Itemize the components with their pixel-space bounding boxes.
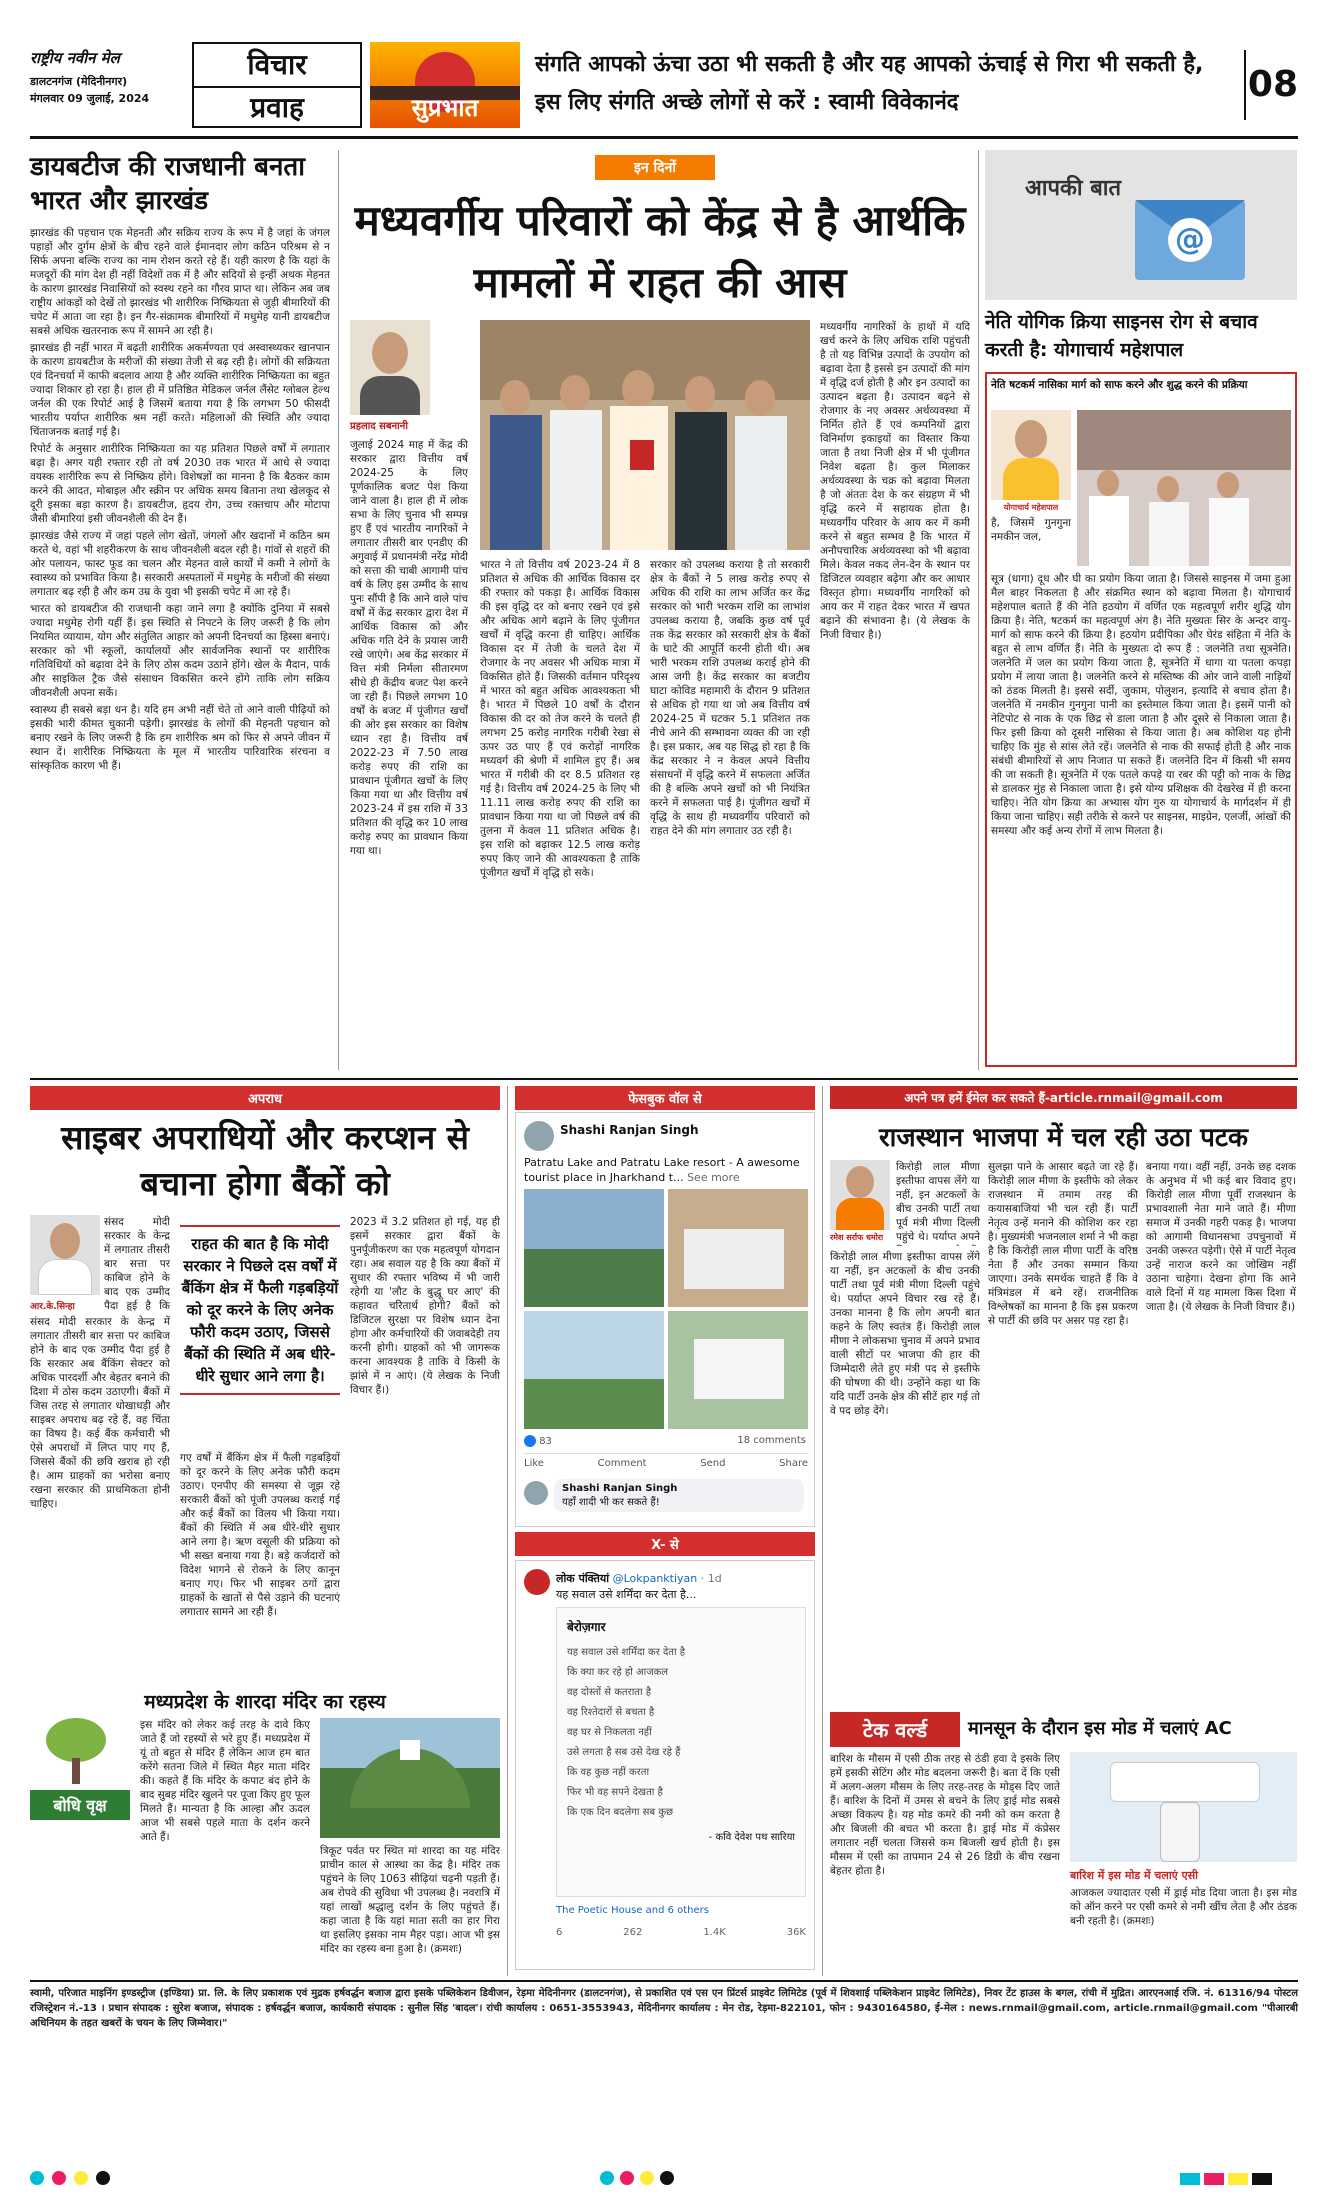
footer-email-article[interactable]: article.rnmail@gmail.com	[1113, 2003, 1258, 2014]
email-envelope-icon: @	[1135, 200, 1245, 280]
fb-like-button[interactable]: Like	[524, 1458, 544, 1469]
center-col-4: मध्यवर्गीय नागरिकों के हाथों में यदि खर्च करने के लिए अधिक राशि पहुंचती है तो यह विभिन्न उत्पादों के उपयोग को बढ़ावा देता है इससे इन उत्पादों की मांग में वृद्धि दर्ज होती है और इन उत्पादों का उत्पादन बढ़ता है। उत्पादन बढ़ने से रोजगार के नए अवसर अर्थव्यवस्था में निर्मित होते हैं एवं कम्पनियों द्वारा विनिर्माण इकाइयों का विस्तार किया जाता है तथा निजी क्षेत्र में भी पूंजीगत निवेश बढ़ता है। कुल मिलाकर अर्थव्यवस्था के चक्र को बढ़ावा मिलता है जो अंततः देश के कर संग्रहण में भी वृद्धि करने में सहायक होता है। मध्यवर्गीय परिवार के आय कर में कमी करने से बहुत सम्भव है कि भारत में अनौपचारिक अर्थव्यवस्था को भी बढ़ावा मिले। केवल नकद लेन-देन के स्थान पर डिजिटल व्यवहार बढ़ेगा और कर आधार विस्तृत होगा। मध्यवर्गीय नागरिकों को आय कर में राहत देकर भारत में खपत बढ़ाने की संभावना है। (ये लेखक के निजी विचार है।)	[820, 321, 970, 641]
fb-comment-avatar	[524, 1481, 548, 1505]
fb-comment-button[interactable]: Comment	[597, 1458, 647, 1469]
cyber-col-1-top: संसद मोदी सरकार के केन्द्र में लगातार तीसरी बार सत्ता पर काबिज होने के बाद एक उम्मीद पैदा हुई है कि	[104, 1216, 170, 1311]
temple-photo	[320, 1718, 500, 1838]
fb-comment	[554, 1479, 804, 1512]
center-col-2: भारत ने तो वित्तीय वर्ष 2023-24 में 8 प्रतिशत से अधिक की आर्थिक विकास दर की रफ्तार को पकड़ा है। आर्थिक विकास की इस वृद्धि दर को बनाए रखने एवं इसे और अधिक आगे बढ़ाने के लिए पूंजीगत खर्चों में वृद्धि करना ही चाहिए। आर्थिक विकास दर में तेजी के चलते देश में रोजगार के नए अवसर भी अधिक मात्रा में विकसित होते हैं। जिसकी वर्तमान परिदृश्य में भारत को बहुत अधिक आवश्यकता भी है। भारत में पिछले 10 वर्षों के दौरान विकास की दर को तेज करने के चलते ही लगभग 25 करोड़ नागरिक गरीबी रेखा से ऊपर उठ पाए हैं एवं करोड़ों नागरिक मध्यवर्ग की श्रेणी में शामिल हुए हैं। अब भारत में गरीबी की दर 8.5 प्रतिशत रह गई है। वित्तीय वर्ष 2024-25 के लिए भी 11.11 लाख करोड़ रुपए की राशि का प्रावधान किया गया था जो पिछले वर्ष की तुलना में केवल 11 प्रतिशत अधिक है। इस राशि को बढ़ाकर 12.5 लाख करोड़ रुपए किए जाने की आवश्यकता है ताकि पूंजीगत खर्चों में वृद्धि हो सके।	[480, 559, 640, 879]
cyber-headline: साइबर अपराधियों और करप्शन से बचाना होगा बैंकों को	[61, 1118, 469, 1203]
fb-user-name[interactable]: Shashi Ranjan Singh	[560, 1123, 699, 1137]
poem-line: कि क्या कर रहे हो आजकल	[567, 1667, 669, 1678]
cyber-body	[30, 1215, 500, 1680]
bodhi-tree-icon	[36, 1718, 116, 1788]
poem-card	[556, 1607, 806, 1897]
facebook-post	[515, 1112, 815, 1527]
x-like-count[interactable]: 1.4K	[703, 1927, 726, 1938]
mp-col-1: इस मंदिर को लेकर कई तरह के दावे किए जाते हैं जो रहस्यों से भरे हुए हैं। मध्यप्रदेश में यूं तो बहुत से मंदिर हैं लेकिन आज हम बात करेंगे सतना जिले में स्थित मैहर माता मंदिर की। कहते हैं कि मंदिर के कपाट बंद होने के बाद सुबह मंदिर खुलने पर पूजा किए हुए फूल मिलते हैं। मान्यता है कि आल्हा और ऊदल आज भी सबसे पहले माता के दर्शन करने आते हैं।	[140, 1719, 310, 1843]
poem-line: फिर भी वह सपने देखता है	[567, 1787, 663, 1798]
quote-of-day: संगति आपको ऊंचा उठा भी सकती है और यह आपको ऊंचाई से गिरा भी सकती है, इस लिए संगति अच्छे लोगों से करें : स्वामी विवेकानंद	[535, 52, 1204, 115]
fb-avatar	[524, 1121, 554, 1151]
fb-comment-count[interactable]: 18 comments	[737, 1435, 806, 1446]
poem-author: - कवि देवेश पथ सारिया	[708, 1832, 795, 1843]
rajasthan-col-1: किरोड़ी लाल मीणा इस्तीफा वापस लेंगे या नहीं, इन अटकलों के बीच उनकी पार्टी तथा पूर्व मंत्री मीणा दिल्ली पहुंचे थे। पर्याप्त अपने विचार रख रहे हैं। उनका मानना है कि लोग अपनी बात कहने के लिए स्वतंत्र हैं। किरोड़ी लाल मीणा ने लोकसभा चुनाव में अपने प्रभाव वाली सीटों पर भाजपा की हार की जिम्मेदारी लेते हुए मंत्री पद से इस्तीफे की घोषणा की थी। उन्होंने कहा था कि यदि पार्टी उनके क्षेत्र की सीटें हार गई तो वे पद छोड़ देंगे।	[830, 1251, 980, 1417]
date: मंगलवार 09 जुलाई, 2024	[30, 92, 150, 105]
masthead	[30, 40, 1298, 132]
tech-body	[830, 1752, 1297, 1974]
section-rule	[30, 1078, 1298, 1080]
fb-comment-text: यहाँ शादी भी कर सकते हैं!	[562, 1497, 660, 1508]
col-divider	[978, 150, 979, 1070]
left-headline: डायबटीज की राजधानी बनता भारत और झारखंड	[30, 152, 305, 216]
poem-line: यह सवाल उसे शर्मिंदा कर देता है	[567, 1647, 686, 1658]
mp-col-2: त्रिकूट पर्वत पर स्थित मां शारदा का यह मंदिर प्राचीन काल से आस्था का केंद्र है। मंदिर तक पहुंचने के लिए 1063 सीढ़ियां चढ़नी पड़ती हैं। अब रोपवे की सुविधा भी उपलब्ध है। नवरात्रि में यहां लाखों श्रद्धालु दर्शन के लिए पहुंचते हैं। कहा जाता है कि यहां माता सती का हार गिरा था इसलिए इसका नाम मैहर पड़ा। आज भी इस मंदिर का रहस्य बना हुआ है। (क्रमशः)	[320, 1845, 500, 1955]
rajasthan-author-name: रमेश सर्राफ धमोरा	[830, 1233, 884, 1242]
yoga-body: सूत्र (धागा) दूध और घी का प्रयोग किया जाता है। जिससे साइनस में जमा हुआ मैल बाहर निकलता है और संक्रमित स्थान को बढ़ावा मिलता है। योगाचार्य महेशपाल बताते हैं की नेति हठयोग में वर्णित एक महत्वपूर्ण शरीर शुद्धि योग क्रिया है। नेति, षटकर्म का महत्वपूर्ण अंग है। नेति मुख्यतः सिर के अन्दर वायु-मार्ग को साफ करने की क्रिया है। हठयोग प्रदीपिका और घेरंड संहिता में नेति के बहुत से लाभ वर्णित हैं। नेति के मुख्यतः दो रूप हैं : जलनेति तथा सूत्रनेति। जलनेति में जल का प्रयोग किया जाता है, सूत्रनेति में धागा या पतला कपड़ा प्रयोग में लाया जाता है। जलनेति करने से मस्तिष्क की ओर जाने वाली नाड़ियों को ठंडक मिलती है। इससे सर्दी, जुकाम, पोलुशन, इत्यादि से बचाव होता है। जलनेति में नमकीन गुनगुना पानी का इस्तेमाल किया जाता है। इसमें पानी को नेटिपोट से नाक के एक छिद्र से डाला जाता है और दूसरे से निकाला जाता है। फिर इसी क्रिया को दूसरी नासिका से किया जाता है। अब कोशिश यह होनी चाहिए कि मुंह से सांस लेते रहें। जलनेति से नाक की सफाई होती है और नाक संबंधी बीमारियों से आप निजात पा सकते हैं। जलनेति दिन में किसी भी समय की जा सकती है। सूत्रनेति में एक पतले कपड़े या रबर की पट्टी को नाक के छिद्र से डालकर मुंह से निकाला जाता है। इसे योग्य प्रशिक्षक की देखरेख में ही करना चाहिए। नेति योग क्रिया का अभ्यास योग गुरु या योगाचार्य के मार्गदर्शन में ही किया जाना चाहिए। सही तरीके से करने पर साइनस, माइग्रेन, एलर्जी, आंखों की समस्या और कई अन्य रोगों में लाभ मिलता है।	[991, 573, 1291, 837]
poem-title: बेरोज़गार	[567, 1620, 606, 1634]
left-para: झारखंड की पहचान एक मेहनती और सक्रिय राज्य के रूप में है जहां के जंगल पहाड़ों और दुर्गम क्षेत्रों के बीच रहने वाले ईमानदार लोग कठिन परिश्रम से न सिर्फ अपना बल्कि राज्य का नाम रोशन करते रहे हैं। यही कारण है कि यहां के मजदूरों की मांग देश ही नहीं विदेशों तक में है और सदियों से इन्हीं अथक मेहनत के कारण झारखंड निवासियों को स्वस्थ रहने का गौरव प्राप्त था। लेकिन अब जब राष्ट्रीय आंकड़ों को देखें तो झारखंड भी शारीरिक निष्क्रियता से जुड़ी बीमारियों की चपेट में आता जा रहा है। इन गैर-संक्रामक बीमारियों में मधुमेह यानी डायबटीज सबसे अधिक खतरनाक रूप में सामने आ रही है।	[30, 227, 330, 337]
poem-line: कि वह कुछ नहीं करता	[567, 1767, 650, 1778]
suprabhat-label: सुप्रभात	[411, 94, 479, 122]
center-body	[350, 320, 970, 1070]
aapki-baat-banner	[985, 150, 1297, 300]
fb-comment-user[interactable]: Shashi Ranjan Singh	[562, 1483, 678, 1494]
x-time: · 1d	[700, 1572, 722, 1585]
rajasthan-col-1-top: किरोड़ी लाल मीणा इस्तीफा वापस लेंगे या नहीं, इन अटकलों के बीच उनकी पार्टी तथा पूर्व मंत्री मीणा दिल्ली पहुंचे थे। पर्याप्त अपने	[896, 1161, 980, 1243]
poem-line: वह घर से निकलता नहीं	[567, 1727, 652, 1738]
poem-line: कि एक दिन बदलेगा सब कुछ	[567, 1807, 674, 1818]
cyber-author-name: आर.के.सिन्हा	[30, 1302, 75, 1312]
x-section-title: X- से	[515, 1532, 815, 1556]
center-headline: मध्यवर्गीय परिवारों को केंद्र से है आर्थकि मामलों में राहत की आस	[354, 196, 966, 307]
fb-reaction-count: 83	[539, 1436, 552, 1447]
mp-body	[30, 1718, 500, 1973]
col-divider	[822, 1086, 823, 1976]
tech-subhead: बारिश में इस मोड में चलाएं एसी	[1070, 1869, 1198, 1882]
yoga-caption: नेति षटकर्म नासिका मार्ग को साफ करने और शुद्ध करने की प्रक्रिया	[991, 379, 1248, 391]
left-article	[30, 150, 330, 1070]
section-vichar: विचार	[194, 44, 360, 88]
rajasthan-author-photo	[830, 1160, 890, 1230]
suprabhat-box	[370, 42, 520, 128]
footer-imprint	[30, 1986, 1298, 2031]
left-para: झारखंड जैसे राज्य में जहां पहले लोग खेतों, जंगलों और खदानों में कठिन श्रम करते थे, वहां भी शहरीकरण के साथ जीवनशैली बदल रही है। गांवों से शहरों की ओर पलायन, फास्ट फूड का चलन और मेहनत वाले कार्यों में कमी ने लोगों के स्वास्थ्य को प्रभावित किया है। सरकारी अस्पतालों में मधुमेह के मरीजों की संख्या लगातार बढ़ रही है और कम उम्र के युवा भी इसकी चपेट में आ रहे हैं।	[30, 530, 330, 598]
yogacharya-name: योगाचार्य महेशपाल	[1003, 503, 1059, 512]
x-handle[interactable]: @Lokpanktiyan	[612, 1572, 698, 1585]
cyber-col-3: 2023 में 3.2 प्रतिशत हो गई, यह ही इसमें सरकार द्वारा बैंकों के पुनर्पूंजीकरण का एक महत्वपूर्ण योगदान रहा। अब सवाल यह है कि क्या बैंकों में सुधार की रफ्तार भविष्य में भी जारी रहेगी या 'लौट के बुद्धू घर आए' की कहावत चरितार्थ होगी? बैंकों को डिजिटल सुरक्षा पर विशेष ध्यान देना होगा और कर्मचारियों की जवाबदेही तय करनी होगी। ग्राहकों को भी जागरूक करना आवश्यक है ताकि वे किसी के झांसे में न आएं। (ये लेखक के निजी विचार हैं।)	[350, 1216, 500, 1396]
left-para: झारखंड ही नहीं भारत में बढ़ती शारीरिक अकर्मण्यता एवं अस्वास्थ्यकर खानपान के कारण डायबटीज के मरीजों की संख्या तेजी से बढ़ रही है। लोगों की सक्रियता एवं दिनचर्या में काफी बदलाव आया है और व्यक्ति शारीरिक निष्क्रियता का बहुत ज्यादा शिकार हो रहा है। हाल ही में प्रतिष्ठित मेडिकल जर्नल लैंसेट ग्लोबल हेल्थ जर्नल की एक रिपोर्ट आई है जिसमें बताया गया है कि लगभग 50 फीसदी भारतीय पर्याप्त शारीरिक श्रम नहीं करते। महिलाओं की स्थिति और ज्यादा चिंताजनक बताई गई है।	[30, 342, 330, 438]
center-col-3: सरकार को उपलब्ध कराया है तो सरकारी क्षेत्र के बैंकों ने 5 लाख करोड़ रुपए से अधिक की राशि का लाभ अर्जित कर केंद्र सरकार को भारी भरकम राशि का लाभांश उपलब्ध कराया है, जबकि कुछ वर्ष पूर्व तक केंद्र सरकार को सरकारी क्षेत्र के बैंकों के घाटे की आपूर्ति करनी होती थी। अब भारी भरकम राशि उपलब्ध कराई होने की आस जगी है। केंद्र सरकार का बजटीय घाटा कोविड महामारी के दौरान 9 प्रतिशत से अधिक हो गया था जो अब वित्तीय वर्ष 2024-25 में घटकर 5.1 प्रतिशत तक नीचे आने की सम्भावना व्यक्त की जा रही है। इस प्रकार, अब यह सिद्ध हो रहा है कि केंद्र सरकार ने न केवल अपने वित्तीय संसाधनों में वृद्धि करने में सफलता अर्जित की है बल्कि अपने खर्चों को भी नियंत्रित करने में सफलता पाई है। पूंजीगत खर्चों में वृद्धि के साथ ही मध्यवर्गीय परिवारों को राहत देने की मांग लगातार उठ रही है।	[650, 559, 810, 837]
x-footer-name[interactable]: The Poetic House and 6 others	[556, 1905, 709, 1916]
x-handle-line	[556, 1571, 722, 1586]
x-post	[515, 1560, 815, 1970]
fb-post-text	[524, 1155, 808, 1185]
yoga-photo	[1077, 410, 1291, 566]
author-name: प्रहलाद सबनानी	[350, 421, 408, 432]
registration-marks-right	[1180, 2170, 1272, 2189]
cyber-col-1: संसद मोदी सरकार के केन्द्र में लगातार तीसरी बार सत्ता पर काबिज होने के बाद एक उम्मीद पैदा हुई है कि सरकार अब बैंकिंग सेक्टर को अधिक पारदर्शी और बेहतर बनाने की दिशा में ठोस कदम उठाएगी। बैंकों में जिस तरह से लगातार धोखाधड़ी और साइबर अपराध बढ़ रहे हैं, वह चिंता का विषय है। कई बैंक कर्मचारी भी ऐसे अपराधों में लिप्त पाए गए हैं, जिससे बैंकों की छवि खराब हो रही है। आम ग्राहकों का भरोसा बनाए रखना सरकार की प्राथमिकता होनी चाहिए।	[30, 1316, 170, 1510]
x-view-count[interactable]: 36K	[786, 1927, 806, 1938]
yoga-box	[985, 372, 1297, 1067]
poem-line: वह दोस्तों से कतराता है	[567, 1687, 652, 1698]
footer-disclaimer: "पीआरबी अधिनियम के तहत खबरों के चयन के लिए जिम्मेवार।"	[30, 2003, 1299, 2029]
fb-photo-grid	[524, 1189, 808, 1429]
left-para: भारत को डायबटीज की राजधानी कहा जाने लगा है क्योंकि दुनिया में सबसे ज्यादा मधुमेह रोगी यहीं हैं। इस स्थिति से निपटने के लिए जरूरी है कि लोग नियमित व्यायाम, योग और संतुलित आहार को अपनी दिनचर्या का हिस्सा बनाएं। सरकार को भी स्कूलों, कार्यालयों और सार्वजनिक स्थानों पर शारीरिक गतिविधियों को बढ़ावा देने के लिए ठोस कदम उठाने होंगे। खेल के मैदान, पार्क और साइकिल ट्रैक जैसे संसाधन विकसित करने होंगे ताकि लोग सक्रिय जीवनशैली अपना सकें।	[30, 603, 330, 699]
footer-email-news[interactable]: news.rnmail@gmail.com,	[968, 2003, 1110, 2014]
page-number: 08	[1244, 50, 1298, 120]
rajasthan-headline: राजस्थान भाजपा में चल रही उठा पटक	[879, 1123, 1248, 1153]
rajasthan-col-3: बनाया गया। वहीं नहीं, उनके छह दशक के अनुभव में भी कई बार विवाद हुए। किरोड़ी लाल मीणा पूर्वी राजस्थान के प्रभावशाली नेता माने जाते हैं। मीणा समाज में उनकी गहरी पकड़ है। भाजपा को आगामी विधानसभा उपचुनावों में उनकी जरूरत पड़ेगी। ऐसे में पार्टी नेतृत्व उन्हें नाराज करने का जोखिम नहीं उठाना चाहेगा। देखना होगा कि आने वाले दिनों में यह मामला किस दिशा में जाता है। (ये लेखक के निजी विचार हैं।)	[1146, 1161, 1296, 1313]
cyber-kicker: अपराध	[30, 1086, 500, 1110]
left-para: रिपोर्ट के अनुसार शारीरिक निष्क्रियता का यह प्रतिशत पिछले वर्षों में लगातार बढ़ा है। अगर यही रफ्तार रही तो वर्ष 2030 तक भारत में आधे से ज्यादा वयस्क शारीरिक रूप से निष्क्रिय होंगे। विशेषज्ञों का मानना है कि बैठकर काम करने की आदत, मोबाइल और स्क्रीन पर अधिक समय बिताना तथा खेलकूद से दूरी इसका बड़ा कारण है। डायबटीज, हृदय रोग, उच्च रक्तचाप और मोटापा जैसी बीमारियां इसी जीवनशैली की देन हैं।	[30, 443, 330, 525]
aapki-baat	[985, 150, 1297, 1070]
x-handle-name[interactable]: लोक पंक्तियां	[556, 1572, 610, 1585]
footer-rule	[30, 1980, 1298, 1982]
x-avatar	[524, 1569, 550, 1595]
budget-photo	[480, 320, 810, 550]
tech-col-1: बारिश के मौसम में एसी ठीक तरह से ठंडी हवा दे इसके लिए हमें इसकी सेटिंग और मोड बदलना जरूरी है। बता दें कि एसी में अलग-अलग मौसम के लिए तरह-तरह के मोड्स दिए जाते हैं। बारिश के दिनों में उमस से बचने के लिए ड्राई मोड सबसे अच्छा विकल्प है। यह मोड कमरे की नमी को कम करता है और बिजली की बचत भी करता है। ड्राई मोड में कंप्रेसर लगातार नहीं चलता जिससे कम बिजली खर्च होती है। इस मौसम में एसी का तापमान 24 से 26 डिग्री के बीच रखना बेहतर होता है।	[830, 1753, 1060, 1877]
cyber-author-photo	[30, 1215, 100, 1295]
cyber-col-2: गए वर्षों में बैंकिंग क्षेत्र में फैली गड़बड़ियों को दूर करने के लिए अनेक फौरी कदम उठाए। एनपीए की समस्या से जूझ रहे सरकारी बैंकों को पूंजी उपलब्ध कराई गई और कई बैंकों का विलय भी किया गया। बैंकों की स्थिति में अब धीरे-धीरे सुधार आने लगा है। ऋण वसूली की प्रक्रिया को भी सख्त बनाया गया है। बड़े कर्जदारों को विदेश भागने से रोकने के लिए कानून बनाए गए। फिर भी साइबर ठगों द्वारा ग्राहकों के खातों से पैसे उड़ाने की घटनाएं लगातार सामने आ रही हैं।	[180, 1452, 340, 1618]
x-tweet-text: यह सवाल उसे शर्मिंदा कर देता है...	[556, 1588, 697, 1601]
fb-share-button[interactable]: Share	[779, 1458, 808, 1469]
fb-actions	[524, 1453, 808, 1469]
fb-post-body: Patratu Lake and Patratu Lake resort - A awesome tourist place in Jharkhand t...	[524, 1156, 800, 1184]
fb-send-button[interactable]: Send	[700, 1458, 726, 1469]
fb-see-more[interactable]: See more	[687, 1171, 740, 1184]
tech-col-2: आजकल ज्यादातर एसी में ड्राई मोड दिया जाता है। इस मोड को ऑन करने पर एसी कमरे से नमी खींच लेता है और ठंडक बनी रहती है। (क्रमशः)	[1070, 1887, 1297, 1927]
city: डालटनगंज (मेदिनीनगर)	[30, 75, 128, 88]
fb-reactions[interactable]	[524, 1435, 552, 1447]
cyber-pullquote: राहत की बात है कि मोदी सरकार ने पिछले दस वर्षों में बैंकिंग क्षेत्र में फैली गड़बड़ियों को दूर करने के लिए अनेक फौरी कदम उठाए, जिससे बैंकों की स्थिति में अब धीरे-धीरे सुधार आने लगा है।	[180, 1225, 340, 1395]
left-body	[30, 226, 330, 1046]
center-col-1-text: जुलाई 2024 माह में केंद्र की सरकार द्वारा वित्तीय वर्ष 2024-25 के लिए पूर्णकालिक बजट पेश किया जाने वाला है। हाल ही में लोक सभा के लिए चुनाव भी सम्पन्न हुए हैं एवं भारतीय नागरिकों ने लगातार तीसरी बार एनडीए की अगुवाई में प्रधानमंत्री नरेंद्र मोदी को सत्ता की चाबी आगामी पांच वर्ष के लिए इस उम्मीद के साथ पुनः सौंपी है कि आने वाले पांच वर्षों में केंद्र सरकार द्वारा देश में आर्थिक विकास को और अधिक गति देने के प्रयास जारी रखे जाएंगे। अब केंद्र सरकार में वित्त मंत्री निर्मला सीतारमण सीधे ही केंद्रीय बजट पेश करने जा रही हैं। पिछले लगभग 10 वर्षों के बजट में पूंजीगत खर्चों की ओर इस सरकार का विशेष ध्यान रहा है। वित्तीय वर्ष 2022-23 में 7.50 लाख करोड़ रुपए की राशि का प्रावधान पूंजीगत खर्चों के लिए किया गया था और वित्तीय वर्ष 2023-24 में इस राशि में 33 प्रतिशत की वृद्धि कर 10 लाख करोड़ रुपए का प्रावधान किया गया था।	[350, 439, 468, 857]
x-reply-count[interactable]: 6	[556, 1927, 563, 1938]
rajasthan-col-2: सुलझा पाने के आसार बढ़ते जा रहे हैं। किरोड़ी लाल मीणा के इस्तीफे को लेकर राजस्थान में तमाम तरह की कयासबाजियां भी चल रही हैं। पार्टी नेतृत्व उन्हें मनाने की कोशिश कर रहा है। मुख्यमंत्री भजनलाल शर्मा ने भी कहा है कि किरोड़ी लाल मीणा पार्टी के वरिष्ठ नेता हैं और उनका सम्मान किया जाएगा। उनके समर्थक चाहते हैं कि वे मंत्रिमंडल में बने रहें। राजनीतिक विश्लेषकों का मानना है कि इस प्रकरण से पार्टी की छवि पर असर पड़ रहा है।	[988, 1161, 1138, 1327]
tech-label: टेक वर्ल्ड	[830, 1712, 960, 1747]
registration-marks-center	[600, 2170, 674, 2189]
tech-headline: मानसून के दौरान इस मोड में चलाएं AC	[968, 1718, 1232, 1739]
poem-line: वह रिश्तेदारों से बचता है	[567, 1707, 655, 1718]
masthead-rule	[30, 136, 1298, 139]
poem-line: उसे लगता है सब उसे देख रहे हैं	[567, 1747, 681, 1758]
aapki-baat-title: आपकी बात	[1025, 176, 1122, 201]
section-pravah: प्रवाह	[250, 91, 304, 124]
ac-remote-photo	[1070, 1752, 1297, 1862]
rajasthan-body	[830, 1160, 1297, 1705]
yogacharya-photo	[991, 410, 1071, 500]
center-kicker: इन दिनों	[595, 155, 715, 180]
section-box	[192, 42, 362, 128]
yoga-intro: है, जिसमें गुनगुना नमकीन जल,	[991, 517, 1071, 543]
left-para: स्वास्थ्य ही सबसे बड़ा धन है। यदि हम अभी नहीं चेते तो आने वाली पीढ़ियों को इसकी भारी कीमत चुकानी पड़ेगी। झारखंड के लोगों की मेहनती पहचान को बनाए रखने के लिए जरूरी है कि हम शारीरिक श्रम को फिर से अपने जीवन में स्थान दें। शारीरिक निष्क्रियता के मूल में भारतीय पारिवारिक संरचना व सांस्कृतिक कारण भी हैं।	[30, 704, 330, 772]
email-banner: अपने पत्र हमें ईमेल कर सकते हैं-article.rnmail@gmail.com	[830, 1086, 1297, 1109]
x-stats	[556, 1927, 806, 1938]
facebook-section-title: फेसबुक वॉल से	[515, 1086, 815, 1110]
paper-name: राष्ट्रीय नवीन मेल	[30, 49, 120, 67]
x-repost-count[interactable]: 262	[623, 1927, 643, 1938]
like-icon	[524, 1435, 536, 1447]
aapki-baat-headline: नेति योगिक क्रिया साइनस रोग से बचाव करती है: योगाचार्य महेशपाल	[985, 311, 1258, 361]
paper-logo	[30, 48, 180, 106]
col-divider	[507, 1086, 508, 1976]
footer-text: स्वामी, परिजात माइनिंग इण्डस्ट्रीज (इण्डिया) प्रा. लि. के लिए प्रकाशक एवं मुद्रक हर्षवर्द्धन बजाज द्वारा इसके पब्लिकेशन डिवीजन, रेड़मा मेदिनीनगर (डालटनगंज), से प्रकाशित एवं एस एन प्रिंटर्स प्राइवेट लिमिटेड (पूर्व में शिवशाई पब्लिकेशन प्राइवेट लिमिटेड), निवर टेंट हाउस के बगल, रांची में मुद्रित। आरएनआई रजि. नं. 61316/94 पोस्टल रजिस्ट्रेशन नं.-13 । प्रधान संपादक : सुरेश बजाज, संपादक : हर्षवर्द्धन बजाज, कार्यकारी संपादक : सुनील सिंह 'बादल'। रांची कार्यालय : 0651-3553943, मेदिनीनगर कार्यालय : मेन रोड, रेड़मा-822101, फोन : 9430164580, ई-मेल :	[30, 1988, 1298, 2014]
author-photo	[350, 320, 430, 415]
mp-headline: मध्यप्रदेश के शारदा मंदिर का रहस्य	[144, 1691, 386, 1713]
bodhi-label: बोधि वृक्ष	[30, 1790, 130, 1820]
col-divider	[338, 150, 339, 1070]
